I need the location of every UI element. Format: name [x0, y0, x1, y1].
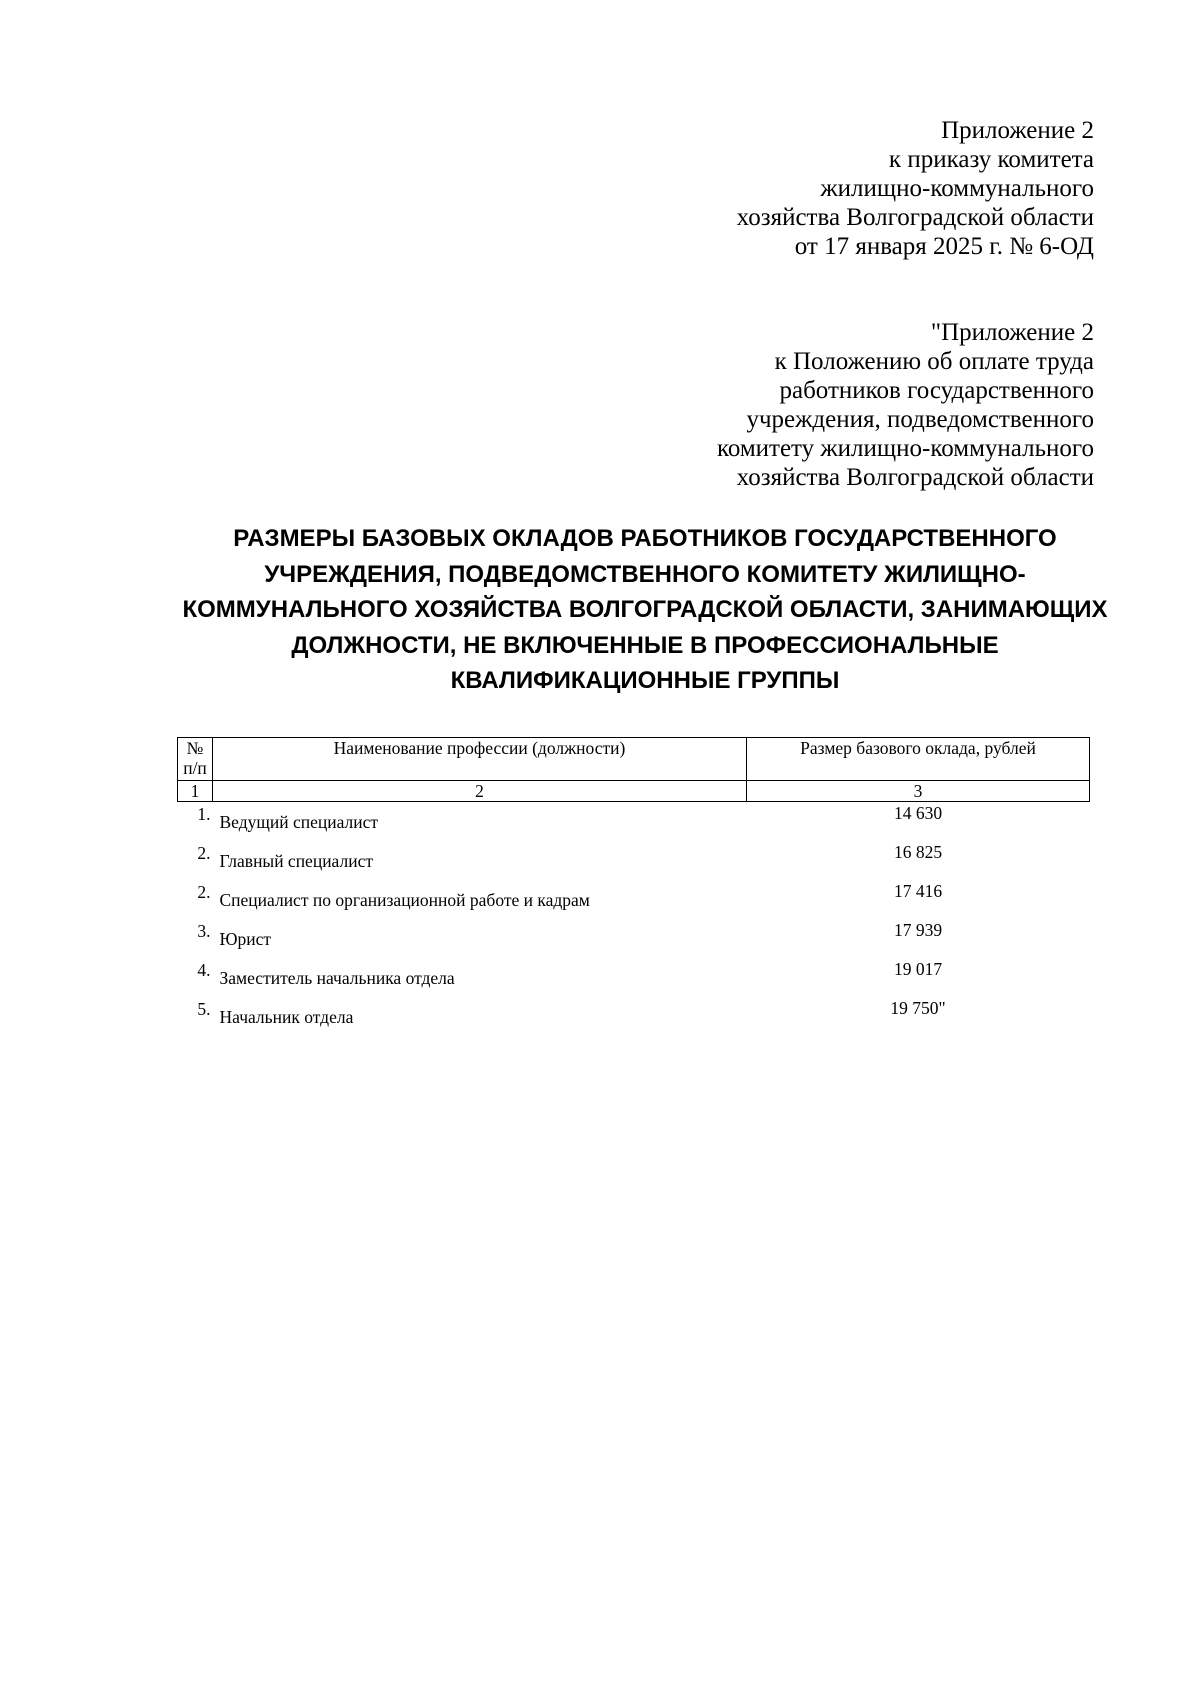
row-number: 2.: [197, 843, 211, 863]
regulation-appendix-header: [717, 318, 1094, 492]
position-name: Юрист: [219, 929, 272, 949]
order-header-line: жилищно-коммунального: [820, 175, 1094, 202]
header-number-symbol: №: [186, 738, 204, 758]
position-name: Заместитель начальника отдела: [219, 968, 455, 988]
order-header-line: хозяйства Волгоградской области: [736, 204, 1094, 231]
column-number-row: [178, 781, 1090, 802]
table-row: [178, 958, 1090, 997]
title-line: РАЗМЕРЫ БАЗОВЫХ ОКЛАДОВ РАБОТНИКОВ ГОСУДАРСТВЕННОГО: [233, 525, 1057, 552]
regulation-header-line: комитету жилищно-коммунального: [716, 435, 1094, 462]
row-number: 4.: [197, 960, 211, 980]
column-number: 1: [178, 781, 213, 802]
column-number: 2: [213, 781, 747, 802]
base-salary: 14 630: [893, 803, 943, 823]
base-salary: 19 750": [890, 998, 946, 1018]
column-number: 3: [747, 781, 1090, 802]
order-header-line: к приказу комитета: [888, 146, 1094, 173]
base-salary: 17 416: [893, 881, 943, 901]
salary-table: [177, 737, 1090, 1036]
position-name: Начальник отдела: [219, 1007, 354, 1027]
base-salary: 19 017: [893, 959, 943, 979]
regulation-header-line: учреждения, подведомственного: [746, 406, 1094, 433]
table-body: [178, 802, 1090, 1037]
table-row: [178, 841, 1090, 880]
position-name: Ведущий специалист: [219, 812, 379, 832]
row-number: 1.: [197, 804, 211, 824]
title-line: КОММУНАЛЬНОГО ХОЗЯЙСТВА ВОЛГОГРАДСКОЙ ОБЛАСТИ, ЗАНИМАЮЩИХ: [182, 596, 1108, 623]
header-number-abbrev: п/п: [183, 758, 207, 778]
header-position-name: Наименование профессии (должности): [213, 738, 747, 781]
regulation-header-line: работников государственного: [779, 377, 1094, 404]
header-base-salary: Размер базового оклада, рублей: [747, 738, 1090, 781]
regulation-header-line: к Положению об оплате труда: [774, 348, 1094, 375]
table-header: [178, 738, 1090, 802]
regulation-header-line: хозяйства Волгоградской области: [736, 464, 1094, 491]
title-line: ДОЛЖНОСТИ, НЕ ВКЛЮЧЕННЫЕ В ПРОФЕССИОНАЛЬНЫЕ: [291, 631, 999, 659]
position-name: Главный специалист: [219, 851, 373, 871]
row-number: 5.: [197, 999, 211, 1019]
base-salary: 16 825: [893, 842, 943, 862]
table-row: [178, 919, 1090, 958]
table-row: [178, 997, 1090, 1036]
row-number: 2.: [197, 882, 211, 902]
title-line: УЧРЕЖДЕНИЯ, ПОДВЕДОМСТВЕННОГО КОМИТЕТУ ЖИЛИЩНО-: [264, 560, 1026, 588]
order-header-line: от 17 января 2025 г. № 6-ОД: [794, 233, 1094, 260]
regulation-header-line: "Приложение 2: [930, 319, 1094, 346]
order-appendix-header: [737, 116, 1094, 261]
title-line: КВАЛИФИКАЦИОННЫЕ ГРУППЫ: [450, 667, 840, 694]
document-title: [150, 521, 1140, 699]
table-header-row: [178, 738, 1090, 781]
order-header-line: Приложение 2: [941, 117, 1094, 144]
header-number-cell: [178, 738, 213, 781]
base-salary: 17 939: [893, 920, 943, 940]
row-number: 3.: [197, 921, 211, 941]
position-name: Специалист по организационной работе и кадрам: [219, 890, 590, 910]
table-row: [178, 802, 1090, 842]
table-row: [178, 880, 1090, 919]
